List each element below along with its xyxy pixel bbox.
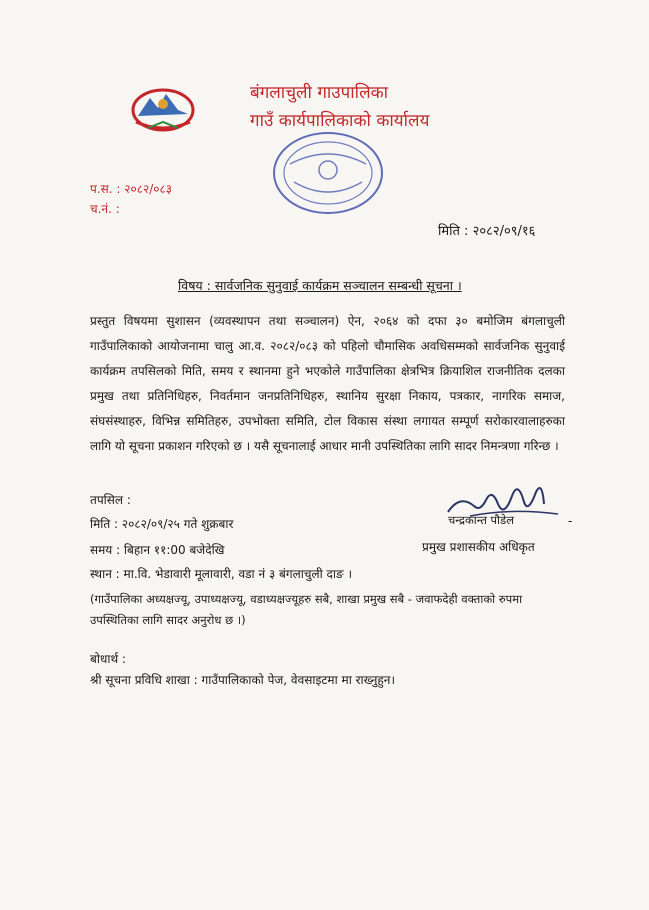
issue-date: मिति : २०८२/०९/१६ xyxy=(438,224,536,239)
patra-sankhya: प.स. : २०८२/०८३ xyxy=(90,182,172,196)
details-date: मिति : २०८२/०९/२५ गते शुक्रबार xyxy=(90,517,234,531)
office-seal-icon xyxy=(268,126,388,220)
details-note: (गाउँपालिका अध्यक्षज्यू, उपाध्यक्षज्यू, वडाध्यक्षज्यूहरु सबै, शाखा प्रमुख सबै - जवाफदेही वक्ताको रुपमा उपस्थितिका लागि सादर अनुरोध छ ।) xyxy=(90,592,523,627)
signature-dash: - xyxy=(568,514,573,528)
cc-line: श्री सूचना प्रविधि शाखा : गाउँपालिकाको पेज, वेवसाइटमा मा राख्नुहुन। xyxy=(90,673,395,687)
cc-heading: बोधार्थ : xyxy=(90,652,126,666)
office-subtitle: गाउँ कार्यपालिकाको कार्यालय xyxy=(250,111,430,131)
details-place: स्थान : मा.वि. भेडावारी मूलावारी, वडा नं ३ बंगलाचुली दाङ । xyxy=(90,567,353,581)
details-heading: तपसिल : xyxy=(90,493,131,507)
signatory-title: प्रमुख प्रशासकीय अधिकृत xyxy=(422,540,535,554)
notice-subject: विषय : सार्वजनिक सुनुवाई कार्यक्रम सञ्चालन सम्बन्धी सूचना । xyxy=(178,278,462,293)
chalani-number: च.नं. : xyxy=(90,202,120,216)
notice-body: प्रस्तुत विषयमा सुशासन (व्यवस्थापन तथा सञ्चालन) ऐन, २०६४ को दफा ३० बमोजिम बंगलाचुली गाउँपालिकाको आयोजनामा चालु आ.व. २०८२/०८३ को पहिलो चौमासिक अवधिसम्मको सार्वजनिक सुनुवाई कार्यक्रम तपसिलको मिति, समय र स्थानमा हुने भएकोले गाउँपालिका क्षेत्रभित्र क्रियाशिल राजनीतिक दलका प्रमुख तथा प्रतिनिधिहरु, निवर्तमान जनप्रतिनिधिहरु, स्थानिय सुरक्षा निकाय, पत्रकार, नागरिक समाज, संघसंस्थाहरु, विभिन्न समितिहरु, उपभोक्ता समिति, टोल विकास संस्था लगायत सम्पूर्ण सरोकारवालाहरुका लागि यो सूचना प्रकाशन गरिएको छ । यसै सूचनालाई आधार मानी उपस्थितिका लागि सादर निमन्त्रणा गरिन्छ । xyxy=(90,314,565,453)
office-name: बंगलाचुली गाउपालिका xyxy=(250,83,389,103)
details-time: समय : बिहान ११:00 बजेदेखि xyxy=(90,543,225,557)
government-emblem-icon xyxy=(128,84,198,134)
signatory-name: चन्द्रकान्त पौडेल xyxy=(448,513,514,527)
